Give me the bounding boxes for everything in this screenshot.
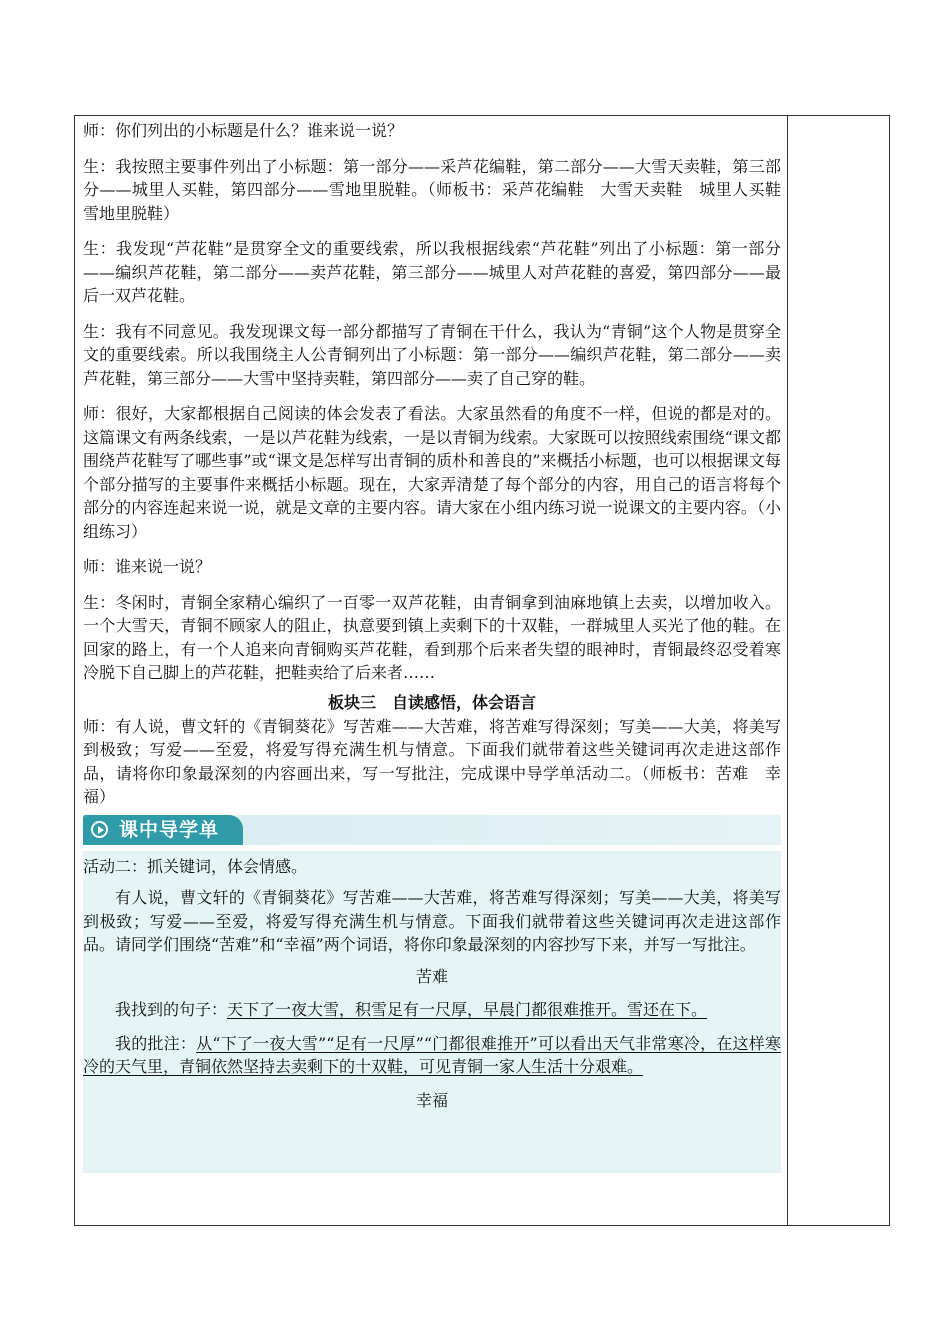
dialogue-paragraph: 生：我按照主要事件列出了小标题：第一部分——采芦花编鞋，第二部分——大雪天卖鞋，第三部分——城里人买鞋，第四部分——雪地里脱鞋。（师板书：采芦花编鞋 大雪天卖鞋 城里人买鞋 雪地里脱鞋） [83,156,798,223]
play-circle-icon [91,821,108,838]
found-sentence [83,998,781,1022]
my-comment [83,1032,781,1079]
activity-box [83,851,781,1173]
lesson-table [74,115,890,1226]
sentence-text: 天下了一夜大雪，积雪足有一尺厚，早晨门都很难推开。雪还在下。 [227,1000,708,1019]
dialogue-paragraph: 师：你们列出的小标题是什么？谁来说一说？ [83,121,404,140]
happiness-heading: 幸福 [415,1090,448,1110]
guide-banner [83,815,781,845]
dialogue-paragraph: 生：冬闲时，青铜全家精心编织了一百零一双芦花鞋，由青铜拿到油麻地镇上去卖，以增加收入。一个大雪天，青铜不顾家人的阻止，执意要到镇上卖剩下的十双鞋，一群城里人买光了他的鞋。在回家的路上，有一个人追来向青铜购买芦花鞋，看到那个后来者失望的眼神时，青铜最终忍受着寒冷脱下自己脚上的芦花鞋，把鞋卖给了后来者…… [83,592,781,682]
comment-text: 从“下了一夜大雪”“足有一尺厚”“门都很难推开”可以看出天气非常寒冷，在这样寒冷的天气里，青铜依然坚持去卖剩下的十双鞋，可见青铜一家人生活十分艰难。 [83,1033,781,1076]
hardship-heading: 苦难 [415,966,448,986]
notes-column [787,116,788,1225]
sentence-label: 我找到的句子： [115,1000,228,1019]
activity-intro: 有人说，曹文轩的《青铜葵花》写苦难——大苦难，将苦难写得深刻；写美——大美，将美写到极致；写爱——至爱，将爱写得充满生机与情意。下面我们就带着这些关键词再次走进这部作品。请同学们围绕“苦难”和“幸福”两个词语，将你印象最深刻的内容抄写下来，并写一写批注。 [83,888,781,954]
teacher-intro: 师：有人说，曹文轩的《青铜葵花》写苦难——大苦难，将苦难写得深刻；写美——大美，将美写到极致；写爱——至爱，将爱写得充满生机与情意。下面我们就带着这些关键词再次走进这部作品，请将你印象最深刻的内容画出来，写一写批注，完成课中导学单活动二。（师板书：苦难 幸福） [83,716,781,806]
guide-banner-tab [83,815,243,845]
guide-banner-title: 课中导学单 [119,818,220,841]
activity-title: 活动二：抓关键词，体会情感。 [83,856,308,876]
section-heading: 板块三 自读感悟，体会语言 [327,692,536,712]
dialogue-paragraph: 师：很好，大家都根据自己阅读的体会发表了看法。大家虽然看的角度不一样，但说的都是对的。这篇课文有两条线索，一是以芦花鞋为线索，一是以青铜为线索。大家既可以按照线索围绕“课文都围绕芦花鞋写了哪些事”或“课文是怎样写出青铜的质朴和善良的”来概括小标题，也可以根据课文每个部分描写的主要事件来概括小标题。现在，大家弄清楚了每个部分的内容，用自己的语言将每个部分的内容连起来说一说，就是文章的主要内容。请大家在小组内练习说一说课文的主要内容。（小组练习） [83,404,781,541]
dialogue-paragraph: 生：我有不同意见。我发现课文每一部分都描写了青铜在干什么，我认为“青铜”这个人物是贯穿全文的重要线索。所以我围绕主人公青铜列出了小标题：第一部分——编织芦花鞋，第二部分——卖芦花鞋，第三部分——大雪中坚持卖鞋，第四部分——卖了自己穿的鞋。 [83,321,781,388]
comment-label: 我的批注： [115,1033,197,1053]
dialogue-paragraph: 生：我发现“芦花鞋”是贯穿全文的重要线索，所以我根据线索“芦花鞋”列出了小标题：第一部分——编织芦花鞋，第二部分——卖芦花鞋，第三部分——城里人对芦花鞋的喜爱，第四部分——最后一双芦花鞋。 [83,239,781,305]
lesson-content [83,116,798,1173]
dialogue-paragraph: 师：谁来说一说？ [83,557,212,576]
